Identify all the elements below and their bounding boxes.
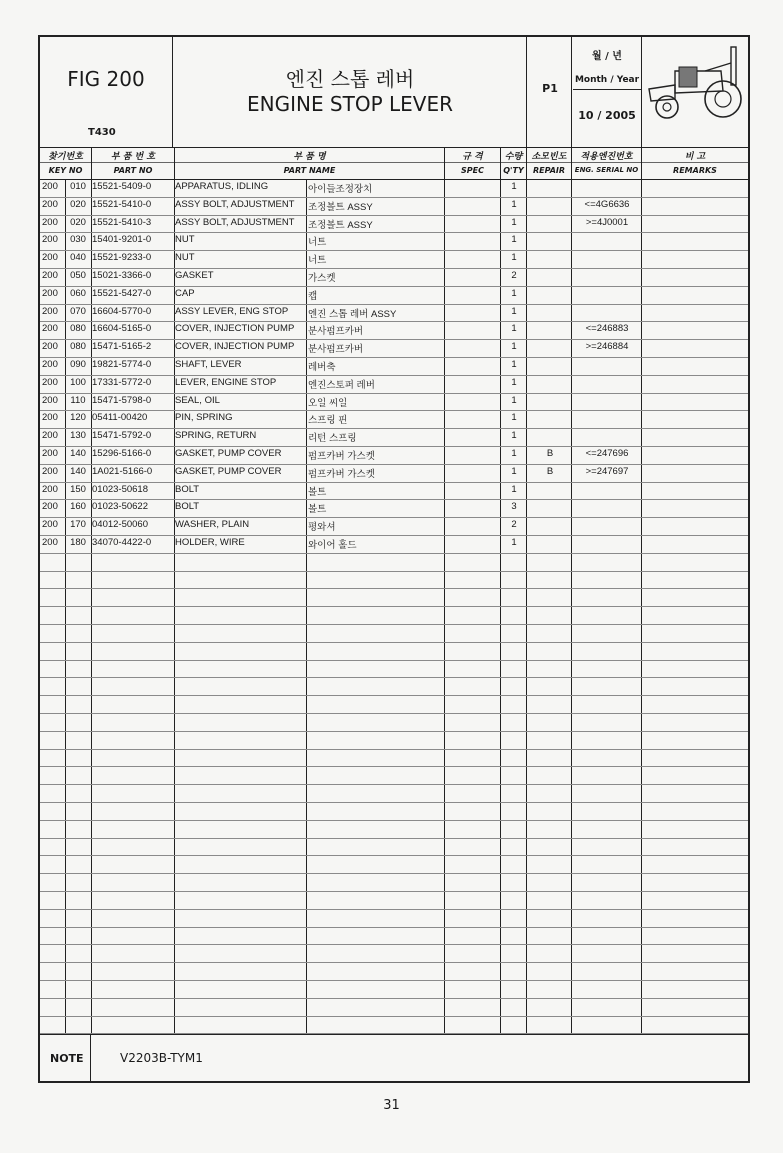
table-row xyxy=(40,321,748,340)
header-divider xyxy=(641,37,642,147)
cell-key-no: 110 xyxy=(70,394,86,406)
cell-qty: 1 xyxy=(511,412,517,424)
col-serial-en: ENG. SERIAL NO xyxy=(574,166,639,174)
cell-part-name-en: NUT xyxy=(175,252,195,264)
table-row xyxy=(40,517,748,536)
empty-table-row xyxy=(40,891,748,910)
table-row xyxy=(40,197,748,216)
empty-table-row xyxy=(40,571,748,590)
empty-table-row xyxy=(40,1016,748,1035)
cell-part-no: 34070-4422-0 xyxy=(92,537,152,548)
empty-table-row xyxy=(40,606,748,625)
cell-fig: 200 xyxy=(42,483,58,495)
cell-key-no: 080 xyxy=(70,341,86,353)
cell-part-name-ko: 레버축 xyxy=(308,362,336,373)
cell-qty: 1 xyxy=(511,376,517,388)
cell-key-no: 120 xyxy=(70,412,86,424)
cell-key-no: 160 xyxy=(70,501,86,513)
cell-repair: B xyxy=(546,448,554,459)
cell-fig: 200 xyxy=(42,198,58,210)
cell-fig: 200 xyxy=(42,287,58,299)
month-year-value: 10 / 2005 xyxy=(578,109,636,122)
cell-fig: 200 xyxy=(42,359,58,370)
cell-key-no: 150 xyxy=(70,483,86,495)
empty-table-row xyxy=(40,553,748,572)
col-spec-en: SPEC xyxy=(461,166,484,175)
cell-key-no: 080 xyxy=(70,323,86,335)
empty-table-row xyxy=(40,588,748,607)
cell-part-no: 19821-5774-0 xyxy=(92,359,152,370)
month-year-label-en: Month / Year xyxy=(574,75,640,85)
empty-table-row xyxy=(40,677,748,696)
cell-part-name-en: COVER, INJECTION PUMP xyxy=(175,323,295,335)
cell-qty: 1 xyxy=(511,465,517,477)
cell-fig: 200 xyxy=(42,519,58,531)
cell-part-name-ko: 너트 xyxy=(308,237,327,249)
cell-part-name-ko: 볼트 xyxy=(308,504,327,516)
cell-part-name-en: GASKET, PUMP COVER xyxy=(175,465,282,477)
cell-part-name-ko: 캡 xyxy=(308,290,318,302)
cell-part-name-ko: 분사펌프카버 xyxy=(308,344,364,356)
col-repair-ko: 소모빈도 xyxy=(531,152,567,162)
cell-part-no: 15521-5410-0 xyxy=(92,198,152,210)
col-serial-ko: 적용엔진번호 xyxy=(580,152,633,162)
cell-part-no: 16604-5165-0 xyxy=(92,323,152,335)
cell-serial: >=246884 xyxy=(585,341,629,353)
table-row xyxy=(40,250,748,269)
cell-part-no: 15521-5409-0 xyxy=(92,181,152,192)
cell-part-name-en: LEVER, ENGINE STOP xyxy=(175,376,277,388)
page-code: P1 xyxy=(542,82,558,95)
note-value: V2203B-TYM1 xyxy=(120,1051,203,1065)
table-row xyxy=(40,410,748,429)
cell-key-no: 140 xyxy=(70,465,86,477)
cell-key-no: 060 xyxy=(70,287,86,299)
note-label: NOTE xyxy=(50,1052,84,1065)
header-divider xyxy=(172,37,173,147)
cell-qty: 1 xyxy=(511,216,517,228)
cell-part-name-en: SPRING, RETURN xyxy=(175,430,257,442)
cell-part-no: 15521-5427-0 xyxy=(92,287,152,299)
cell-part-name-ko: 볼트 xyxy=(308,486,327,498)
table-row xyxy=(40,179,748,198)
cell-part-name-en: HOLDER, WIRE xyxy=(175,537,245,548)
cell-fig: 200 xyxy=(42,181,58,192)
empty-table-row xyxy=(40,909,748,928)
table-row xyxy=(40,446,748,465)
empty-table-row xyxy=(40,624,748,643)
empty-table-row xyxy=(40,962,748,981)
cell-part-no: 15521-9233-0 xyxy=(92,252,152,264)
cell-qty: 1 xyxy=(511,305,517,317)
month-year-label-ko: 월 / 년 xyxy=(592,51,622,62)
empty-table-row xyxy=(40,695,748,714)
cell-fig: 200 xyxy=(42,448,58,459)
empty-table-row xyxy=(40,784,748,803)
empty-table-row xyxy=(40,642,748,661)
table-row xyxy=(40,268,748,287)
cell-key-no: 030 xyxy=(70,234,86,246)
table-row xyxy=(40,464,748,483)
cell-part-name-ko: 엔진 스톱 레버 ASSY xyxy=(308,308,397,320)
empty-table-row xyxy=(40,660,748,679)
cell-key-no: 130 xyxy=(70,430,86,442)
cell-part-no: 15401-9201-0 xyxy=(92,234,152,246)
cell-part-no: 05411-00420 xyxy=(92,412,148,424)
cell-key-no: 020 xyxy=(70,216,86,228)
cell-qty: 3 xyxy=(511,501,517,513)
cell-part-name-ko: 아이들조정장치 xyxy=(308,184,373,195)
cell-key-no: 040 xyxy=(70,252,86,264)
cell-part-name-en: BOLT xyxy=(175,483,200,495)
cell-key-no: 050 xyxy=(70,270,86,281)
cell-part-name-ko: 오일 씨일 xyxy=(308,397,348,409)
table-row xyxy=(40,339,748,358)
cell-part-no: 1A021-5166-0 xyxy=(92,465,153,477)
empty-table-row xyxy=(40,944,748,963)
cell-part-name-en: ASSY BOLT, ADJUSTMENT xyxy=(175,216,295,228)
cell-part-name-ko: 엔진스토퍼 레버 xyxy=(308,379,375,391)
cell-fig: 200 xyxy=(42,234,58,246)
cell-qty: 1 xyxy=(511,394,517,406)
cell-part-name-en: SHAFT, LEVER xyxy=(175,359,242,370)
cell-fig: 200 xyxy=(42,323,58,335)
cell-serial: >=247697 xyxy=(585,465,629,477)
cell-part-no: 15296-5166-0 xyxy=(92,448,152,459)
col-part-en: PART NO xyxy=(113,166,153,175)
column-header xyxy=(40,147,748,180)
cell-key-no: 020 xyxy=(70,198,86,210)
cell-fig: 200 xyxy=(42,430,58,442)
col-name-ko: 부 품 명 xyxy=(293,152,326,162)
cell-serial: <=4G6636 xyxy=(584,198,630,210)
parts-list-frame xyxy=(38,35,750,1083)
cell-key-no: 090 xyxy=(70,359,86,370)
cell-part-no: 01023-50622 xyxy=(92,501,148,513)
col-qty-ko: 수량 xyxy=(504,152,523,162)
table-row xyxy=(40,482,748,501)
cell-part-name-ko: 분사펌프카버 xyxy=(308,326,364,338)
col-key-ko: 찾기번호 xyxy=(48,152,83,162)
cell-qty: 1 xyxy=(511,287,517,299)
table-row xyxy=(40,428,748,447)
cell-part-name-ko: 너트 xyxy=(308,255,327,267)
empty-table-row xyxy=(40,927,748,946)
table-row xyxy=(40,357,748,376)
cell-serial: >=4J0001 xyxy=(585,216,629,228)
cell-key-no: 010 xyxy=(70,181,86,192)
cell-fig: 200 xyxy=(42,216,58,228)
cell-part-name-ko: 가스켓 xyxy=(308,273,336,284)
table-row xyxy=(40,286,748,305)
fig-label: FIG 200 xyxy=(67,67,145,91)
page-number: 31 xyxy=(383,1098,400,1113)
cell-part-no: 15471-5798-0 xyxy=(92,394,152,406)
title-korean: 엔진 스톱 레버 xyxy=(285,67,415,91)
cell-qty: 2 xyxy=(511,270,517,281)
cell-part-name-en: ASSY LEVER, ENG STOP xyxy=(175,305,289,317)
cell-fig: 200 xyxy=(42,252,58,264)
cell-part-name-ko: 조정볼트 ASSY xyxy=(308,219,373,231)
cell-key-no: 100 xyxy=(70,376,86,388)
table-row xyxy=(40,232,748,251)
cell-fig: 200 xyxy=(42,394,58,406)
title-english: ENGINE STOP LEVER xyxy=(246,92,453,116)
cell-part-name-en: COVER, INJECTION PUMP xyxy=(175,341,295,353)
cell-part-name-ko: 리턴 스프링 xyxy=(308,433,357,445)
col-key-en: KEY NO xyxy=(48,166,83,175)
table-row xyxy=(40,535,748,554)
cell-key-no: 140 xyxy=(70,448,86,459)
empty-table-row xyxy=(40,731,748,750)
cell-part-name-en: CAP xyxy=(175,287,195,299)
cell-key-no: 180 xyxy=(70,537,86,548)
cell-qty: 2 xyxy=(511,519,517,531)
cell-fig: 200 xyxy=(42,465,58,477)
cell-part-name-ko: 평와셔 xyxy=(308,522,336,534)
empty-table-row xyxy=(40,820,748,839)
parts-table-body xyxy=(40,179,748,1034)
cell-qty: 1 xyxy=(511,430,517,442)
cell-part-no: 15471-5792-0 xyxy=(92,430,152,442)
col-name-en: PART NAME xyxy=(283,166,336,175)
cell-part-name-ko: 와이어 홀드 xyxy=(308,540,357,551)
cell-part-name-en: GASKET xyxy=(175,270,214,281)
empty-table-row xyxy=(40,980,748,999)
empty-table-row xyxy=(40,749,748,768)
cell-part-name-en: BOLT xyxy=(175,501,200,513)
cell-repair: B xyxy=(546,465,554,477)
cell-part-no: 15471-5165-2 xyxy=(92,341,152,353)
cell-fig: 200 xyxy=(42,537,58,548)
cell-part-no: 16604-5770-0 xyxy=(92,305,152,317)
empty-table-row xyxy=(40,802,748,821)
cell-part-name-ko: 조정볼트 ASSY xyxy=(308,201,373,213)
cell-part-name-ko: 펌프카버 가스켓 xyxy=(308,451,375,462)
cell-qty: 1 xyxy=(511,359,517,370)
empty-table-row xyxy=(40,838,748,857)
cell-part-no: 01023-50618 xyxy=(92,483,148,495)
cell-qty: 1 xyxy=(511,198,517,210)
empty-table-row xyxy=(40,766,748,785)
cell-fig: 200 xyxy=(42,270,58,281)
col-remarks-ko: 비 고 xyxy=(684,152,706,162)
model-label: T430 xyxy=(88,127,116,138)
cell-fig: 200 xyxy=(42,501,58,513)
header-divider xyxy=(526,37,527,147)
header-split-line xyxy=(573,89,641,90)
cell-qty: 1 xyxy=(511,448,517,459)
cell-part-name-en: APPARATUS, IDLING xyxy=(175,181,269,192)
cell-part-name-en: WASHER, PLAIN xyxy=(175,519,250,531)
header-block xyxy=(40,37,748,148)
cell-part-name-ko: 스프링 핀 xyxy=(308,415,348,427)
empty-table-row xyxy=(40,873,748,892)
cell-serial: <=247696 xyxy=(585,448,629,459)
empty-table-row xyxy=(40,855,748,874)
cell-key-no: 170 xyxy=(70,519,86,531)
col-remarks-en: REMARKS xyxy=(673,166,717,175)
table-row xyxy=(40,393,748,412)
cell-fig: 200 xyxy=(42,412,58,424)
empty-table-row xyxy=(40,713,748,732)
cell-fig: 200 xyxy=(42,376,58,388)
cell-qty: 1 xyxy=(511,323,517,335)
cell-key-no: 070 xyxy=(70,305,86,317)
cell-qty: 1 xyxy=(511,483,517,495)
note-divider xyxy=(90,1035,91,1082)
cell-part-no: 15021-3366-0 xyxy=(92,270,152,281)
cell-part-name-en: NUT xyxy=(175,234,195,246)
col-part-ko: 부 품 번 호 xyxy=(110,152,156,162)
cell-qty: 1 xyxy=(511,181,517,192)
cell-fig: 200 xyxy=(42,305,58,317)
cell-part-no: 04012-50060 xyxy=(92,519,148,531)
table-row xyxy=(40,304,748,323)
cell-qty: 1 xyxy=(511,234,517,246)
table-row xyxy=(40,215,748,234)
cell-qty: 1 xyxy=(511,252,517,264)
col-spec-ko: 규 격 xyxy=(462,152,483,162)
empty-table-row xyxy=(40,998,748,1017)
cell-part-name-en: PIN, SPRING xyxy=(175,412,233,424)
cell-qty: 1 xyxy=(511,341,517,353)
cell-part-name-en: SEAL, OIL xyxy=(175,394,220,406)
cell-part-name-en: GASKET, PUMP COVER xyxy=(175,448,282,459)
cell-serial: <=246883 xyxy=(585,323,629,335)
cell-fig: 200 xyxy=(42,341,58,353)
cell-part-name-en: ASSY BOLT, ADJUSTMENT xyxy=(175,198,295,210)
table-row xyxy=(40,375,748,394)
note-section xyxy=(40,1034,748,1082)
cell-part-no: 17331-5772-0 xyxy=(92,376,152,388)
cell-qty: 1 xyxy=(511,537,517,548)
col-qty-en: Q'TY xyxy=(503,166,524,175)
table-row xyxy=(40,499,748,518)
cell-part-no: 15521-5410-3 xyxy=(92,216,152,228)
cell-part-name-ko: 펌프카버 가스켓 xyxy=(308,468,375,480)
col-repair-en: REPAIR xyxy=(532,166,566,175)
tractor-illustration-icon xyxy=(645,43,745,123)
